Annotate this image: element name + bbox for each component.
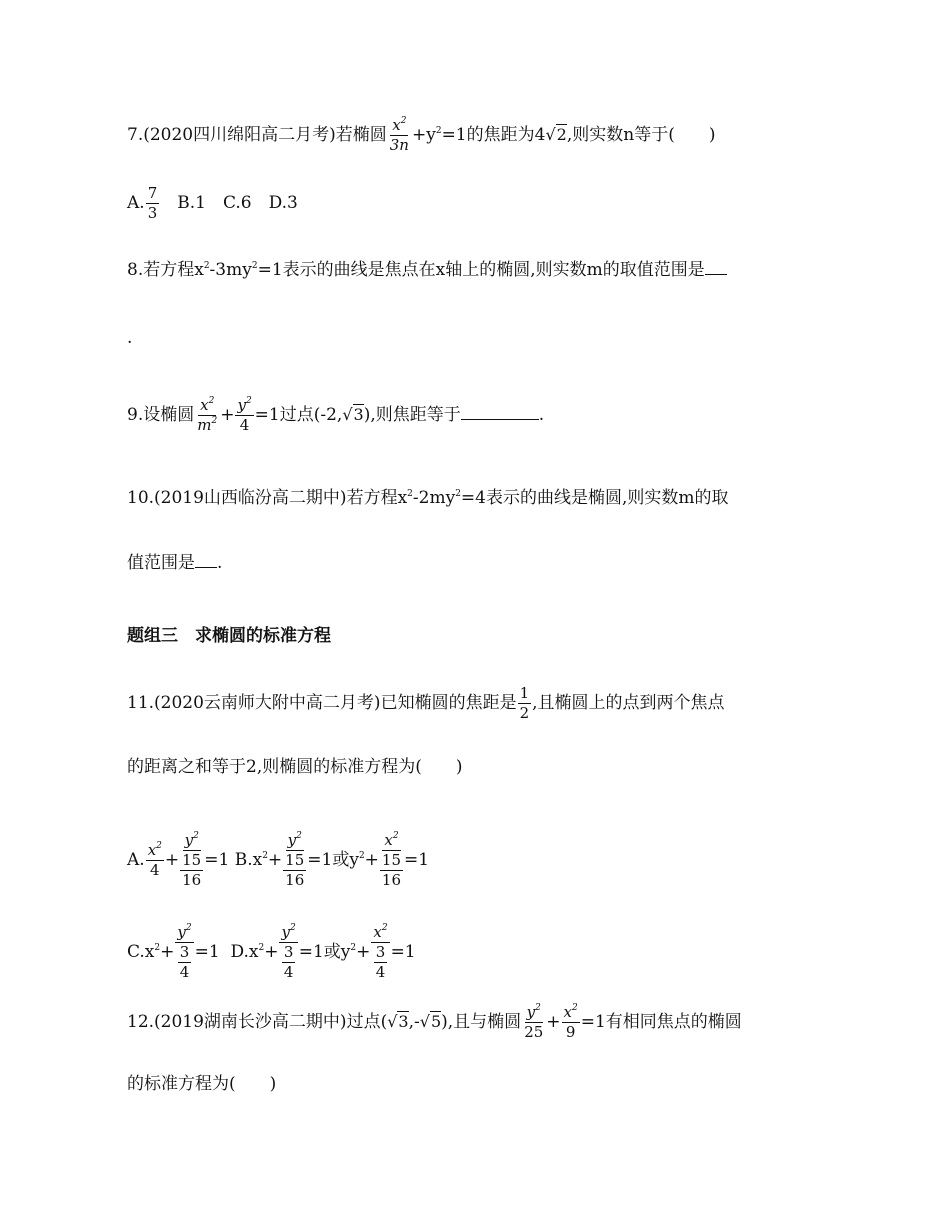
q8-answer-blank[interactable] (705, 258, 727, 275)
radical-icon: √ (545, 125, 556, 144)
q11-d2-f-bot: 4 (375, 963, 386, 981)
q12-r1: 3 (398, 1012, 409, 1031)
question-12 (127, 1005, 830, 1040)
plus: + (356, 942, 371, 962)
q10-text: 10.(2019山西临汾高二期中)若方程x (127, 488, 408, 508)
sup: 2 (455, 489, 461, 499)
q12-root-2 (420, 1011, 441, 1031)
q9-plus: + (220, 405, 235, 425)
q11-cont: 的距离之和等于2,则椭圆的标准方程为( ) (127, 757, 463, 777)
q11-d-f-top: y (281, 923, 290, 941)
q10-text2: -2my (412, 488, 456, 508)
q7-fraction (388, 118, 411, 153)
equals-1: =1 (204, 850, 230, 870)
q11-a-f1-den: 4 (150, 861, 160, 879)
q10-text3: =4表示的曲线是椭圆,则实数m的取 (460, 488, 729, 508)
question-12-cont (127, 1072, 830, 1096)
sup: 2 (154, 943, 161, 953)
sup: 2 (211, 416, 218, 426)
sup: 2 (185, 923, 192, 933)
q9-f2-den: 4 (239, 416, 250, 434)
radical-icon: √ (342, 405, 353, 424)
radical-icon: √ (419, 1012, 430, 1031)
q7-opt-a-num: 7 (147, 184, 158, 202)
sup: 2 (407, 489, 413, 499)
sup: 2 (258, 943, 265, 953)
q11-a-f1-num: x (147, 841, 157, 859)
q9-fraction-2 (235, 398, 253, 433)
q11-b2-f-top: x (384, 831, 393, 849)
q11-b-f-mid: 15 (285, 851, 305, 869)
sup: 2 (289, 923, 296, 933)
q9-end: . (538, 405, 545, 425)
question-10-cont (127, 551, 830, 575)
q12-root-1 (387, 1011, 408, 1031)
equals-1: =1 (404, 850, 430, 870)
q11-f-num: 1 (519, 684, 530, 702)
q12-f1-den: 25 (524, 1023, 544, 1041)
q11-b-f-bot: 16 (285, 871, 305, 889)
sup: 2 (245, 396, 252, 406)
question-11-options-ab (127, 833, 830, 888)
q10-end: . (217, 553, 223, 573)
q11-opt-c-label: C.x (127, 942, 155, 962)
sup: 2 (262, 851, 268, 861)
plus: + (267, 850, 283, 870)
q9-f2-num: y (237, 396, 246, 414)
sup: 2 (392, 831, 399, 841)
q11-prefix: 11.(2020云南师大附中高二月考)已知椭圆的焦距是 (127, 693, 517, 713)
q7-opt-rest: B.1 C.6 D.3 (160, 193, 298, 213)
q9-fraction-1 (195, 398, 219, 433)
q7-frac-num: x (392, 116, 401, 134)
q11-opt-b-frac1 (283, 833, 306, 888)
plus: + (264, 942, 279, 962)
q11-opt-a-frac1 (146, 843, 164, 878)
q11-a-f2-mid: 15 (182, 851, 202, 869)
sup: 2 (203, 261, 210, 271)
equals-1: =1 (194, 942, 220, 962)
q11-d-f-mid: 3 (283, 943, 294, 961)
q11-b2-f-mid: 15 (381, 851, 402, 869)
question-7-options (127, 186, 830, 221)
sup: 2 (435, 126, 442, 136)
q9-answer-blank[interactable] (461, 403, 539, 420)
q11-suffix: ,且椭圆上的点到两个焦点 (532, 693, 725, 713)
question-11 (127, 686, 830, 721)
q11-opt-c-frac (175, 925, 193, 980)
q11-a-f2-bot: 16 (182, 871, 202, 889)
equals-1: =1 (390, 942, 416, 962)
sup: 2 (572, 1003, 578, 1013)
q11-d-f-bot: 4 (283, 963, 294, 981)
sup: 2 (400, 116, 407, 126)
q11-c-f-bot: 4 (179, 963, 190, 981)
q12-f2-num: x (563, 1003, 572, 1021)
q9-root (342, 404, 363, 424)
q7-opt-a-fraction (146, 186, 160, 221)
sup: 2 (296, 831, 302, 841)
question-11-cont (127, 755, 830, 779)
q7-opt-a-label: A. (127, 193, 145, 213)
sup: 2 (350, 943, 357, 953)
q10-answer-blank[interactable] (195, 551, 217, 568)
q11-d2-f-mid: 3 (375, 943, 386, 961)
q9-prefix: 9.设椭圆 (127, 405, 195, 425)
q11-c-f-top: y (177, 923, 186, 941)
q11-f-den: 2 (519, 704, 530, 722)
q11-b2-f-bot: 16 (381, 871, 402, 889)
or-text: =1或y (307, 850, 359, 870)
q11-opt-a-frac2 (180, 833, 203, 888)
q11-opt-d-frac2 (371, 925, 389, 980)
question-7 (127, 118, 830, 153)
sup: 2 (208, 396, 215, 406)
q12-mid: ),且与椭圆 (441, 1012, 522, 1032)
section-title: 题组三 求椭圆的标准方程 (127, 626, 331, 646)
q12-fraction-1 (522, 1005, 545, 1040)
plus: + (164, 850, 180, 870)
radical-icon: √ (387, 1012, 398, 1031)
q7-root-val: 2 (556, 125, 567, 144)
q7-mid2: =1的焦距为4 (441, 125, 546, 145)
q9-f1-den: m (197, 416, 212, 434)
question-9 (127, 398, 830, 433)
question-8 (127, 258, 830, 282)
question-11-options-cd (127, 925, 830, 980)
q11-a-f2-top: y (184, 831, 194, 849)
question-8-cont (127, 326, 830, 350)
q9-mid: =1过点(-2, (254, 405, 343, 425)
question-10 (127, 486, 830, 510)
q11-opt-d-label: D.x (230, 942, 259, 962)
q11-opt-b-frac2 (380, 833, 403, 888)
q7-opt-a-den: 3 (147, 204, 158, 222)
q12-f2-den: 9 (565, 1023, 576, 1041)
q11-opt-a-label: A. (127, 850, 145, 870)
q12-comma: ,- (408, 1012, 420, 1032)
sup: 2 (193, 831, 199, 841)
q11-opt-d-frac1 (279, 925, 297, 980)
q7-root (545, 124, 566, 144)
plus: + (160, 942, 175, 962)
q12-suffix: =1有相同焦点的椭圆 (580, 1012, 742, 1032)
q7-suffix: ,则实数n等于( ) (566, 125, 716, 145)
q12-prefix: 12.(2019湖南长沙高二期中)过点( (127, 1012, 388, 1032)
q9-root-val: 3 (353, 405, 364, 424)
q8-cont: . (127, 328, 133, 348)
sup: 2 (156, 841, 162, 851)
q11-d2-f-top: x (373, 923, 382, 941)
plus: + (546, 1012, 561, 1032)
q11-c-f-mid: 3 (179, 943, 190, 961)
plus: + (364, 850, 379, 870)
q12-fraction-2 (562, 1005, 580, 1040)
q8-text3: =1表示的曲线是焦点在x轴上的椭圆,则实数m的取值范围是 (257, 260, 705, 280)
q8-text2: -3my (209, 260, 252, 280)
q9-suffix: ),则焦距等于 (363, 405, 461, 425)
sup: 2 (535, 1003, 541, 1013)
q7-frac-den: 3n (389, 136, 409, 154)
q11-opt-b-label: B.x (234, 850, 263, 870)
or-text: =1或y (298, 942, 351, 962)
q12-r2: 5 (430, 1012, 442, 1031)
q7-mid: +y (411, 125, 436, 145)
q12-cont: 的标准方程为( ) (127, 1074, 277, 1094)
q8-text: 8.若方程x (127, 260, 204, 280)
sup: 2 (381, 923, 388, 933)
q12-f1-num: y (526, 1003, 536, 1021)
q7-prefix: 7.(2020四川绵阳高二月考)若椭圆 (127, 125, 387, 145)
section-heading (127, 624, 830, 648)
sup: 2 (251, 261, 258, 271)
q11-fraction (518, 686, 532, 721)
q11-b-f-top: y (287, 831, 297, 849)
q10-cont: 值范围是 (127, 553, 195, 573)
q9-f1-num: x (200, 396, 209, 414)
sup: 2 (358, 851, 365, 861)
